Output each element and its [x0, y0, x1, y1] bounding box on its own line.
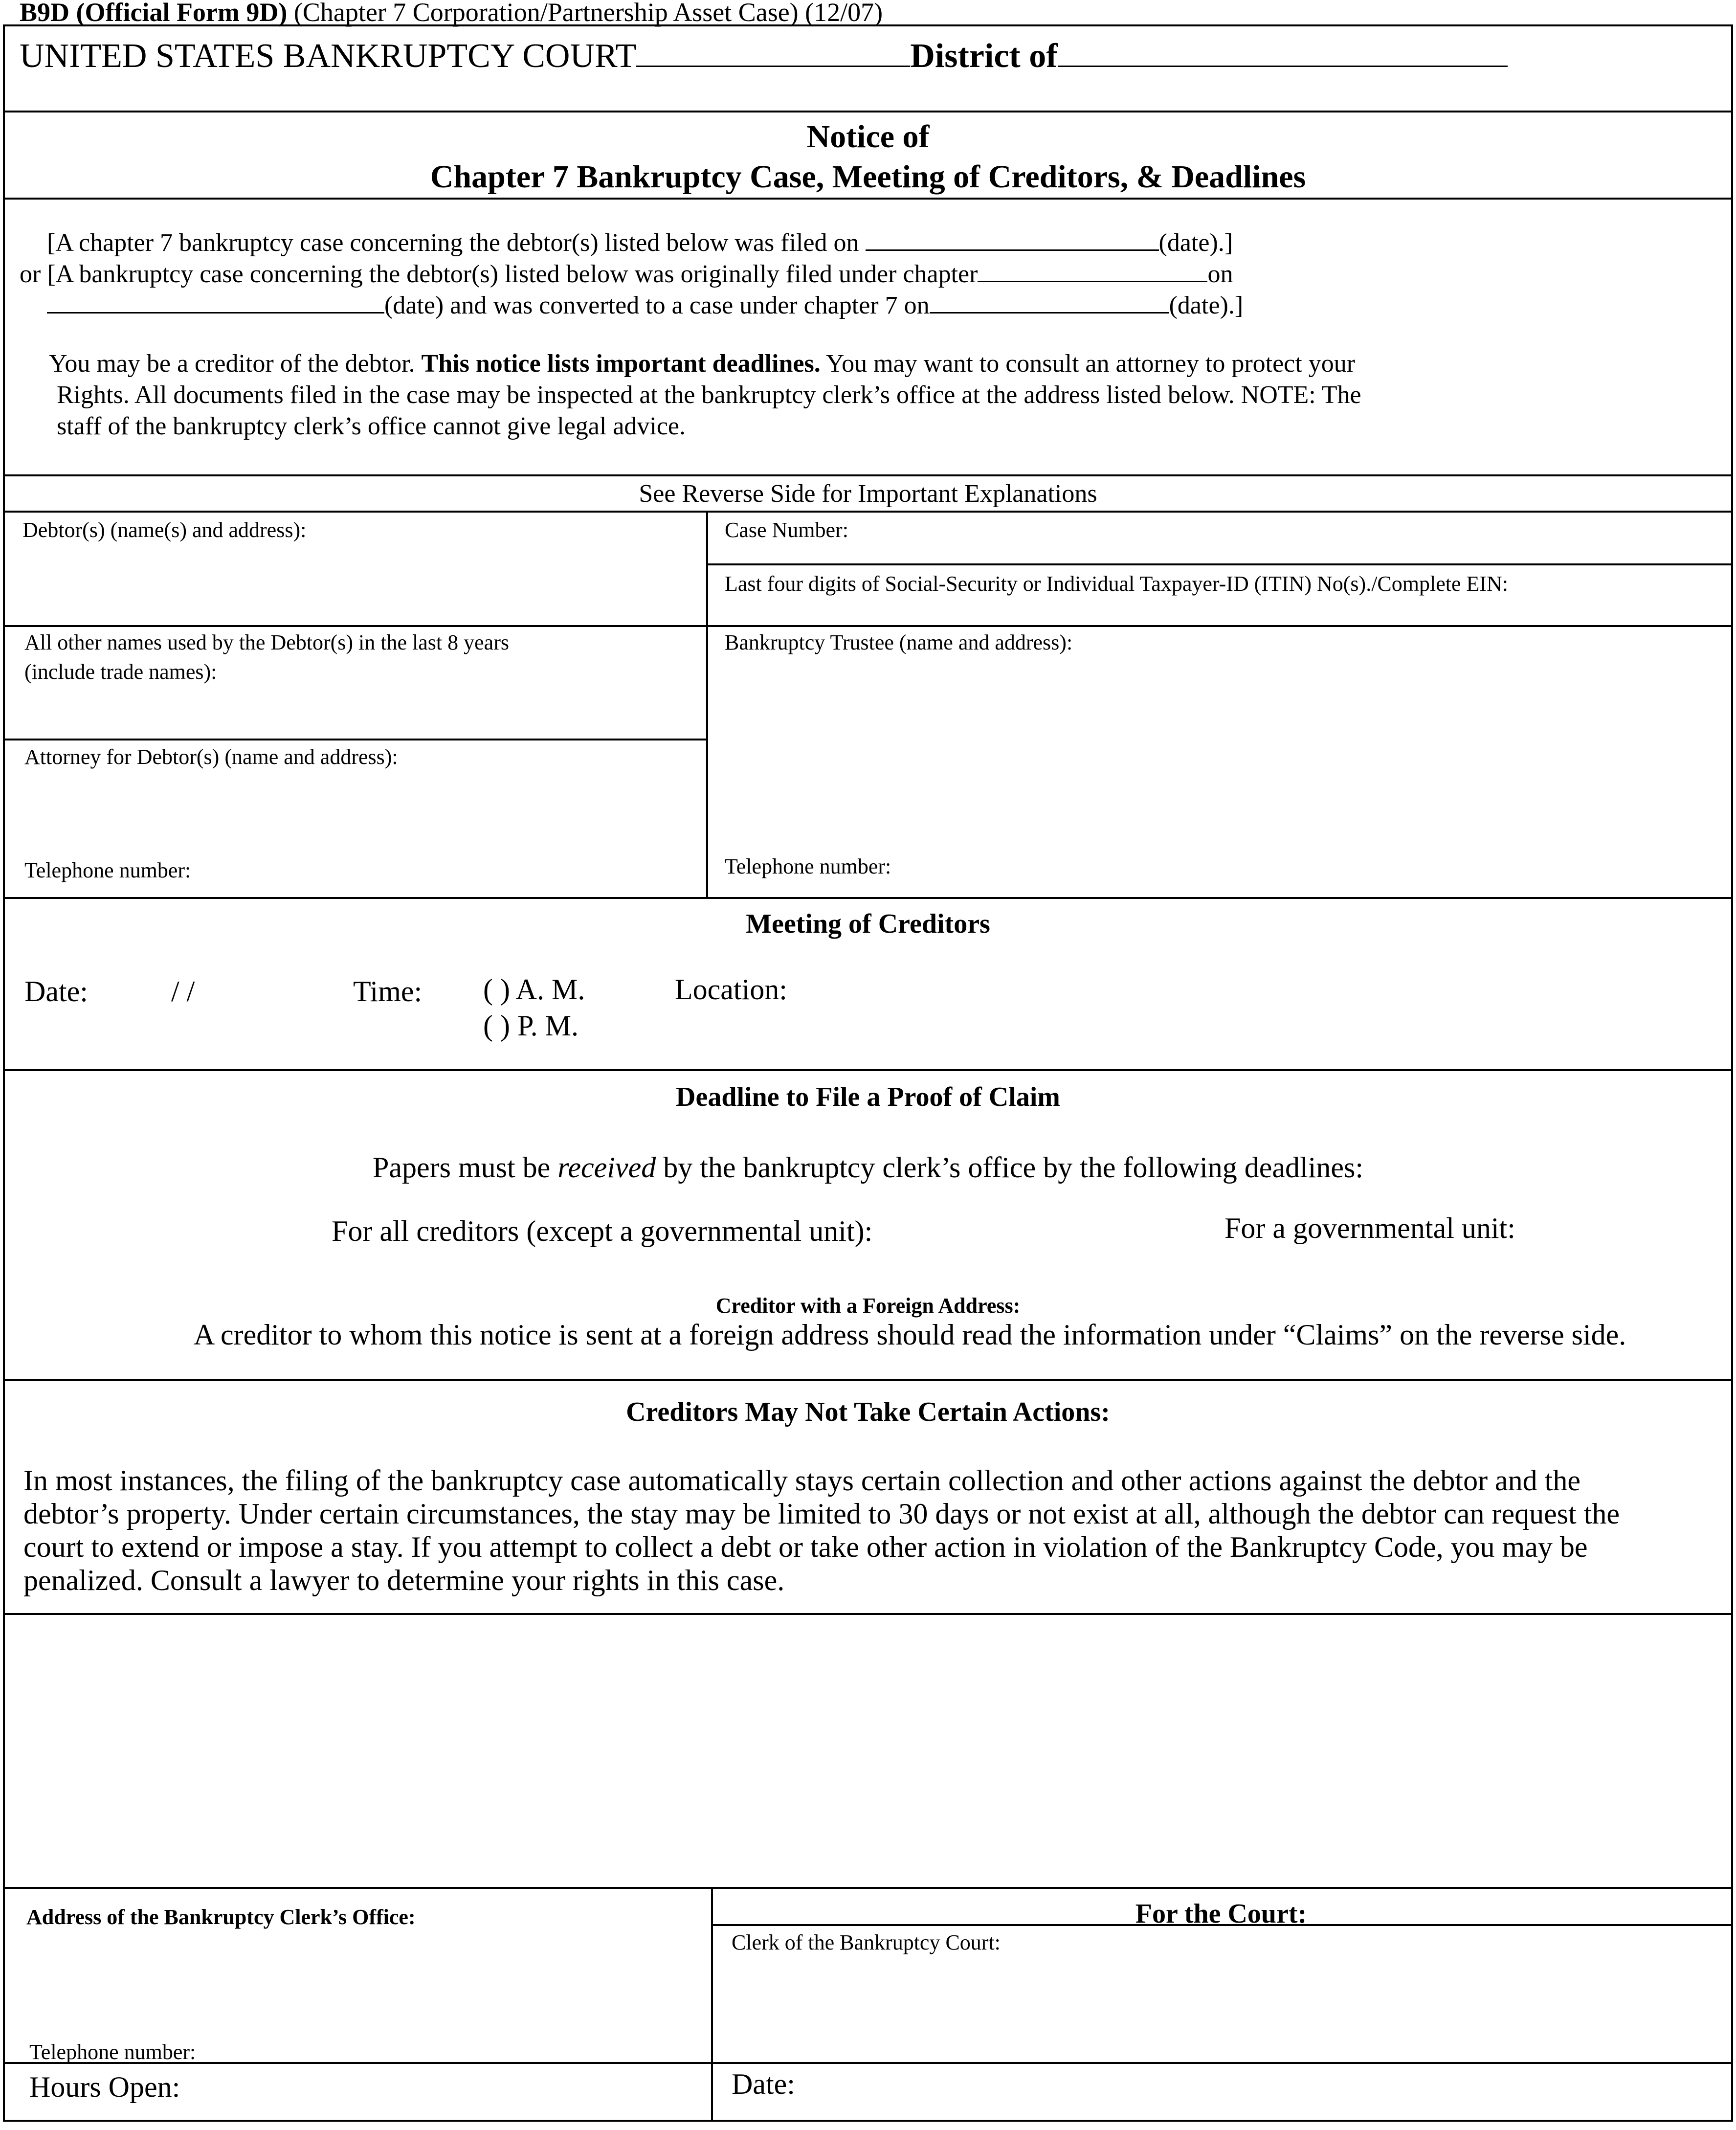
intro-text: You may be a creditor of the debtor.	[49, 350, 415, 378]
for-court-label: For the Court:	[1135, 1899, 1307, 1929]
district-blank[interactable]	[1058, 36, 1508, 67]
actions-line-1: In most instances, the filing of the bankruptcy case automatically stays certain collection and other actions against the debtor and the	[23, 1464, 1580, 1497]
filed-date-blank[interactable]	[866, 226, 1159, 251]
meeting-time-label: Time:	[353, 975, 423, 1008]
court-label: UNITED STATES BANKRUPTCY COURT	[20, 37, 637, 75]
converted-date-blank[interactable]	[930, 289, 1169, 314]
original-date-blank[interactable]	[47, 289, 384, 314]
other-names-label-2: (include trade names):	[24, 660, 217, 684]
attorney-label: Attorney for Debtor(s) (name and address):	[24, 745, 398, 769]
filing-line-3	[47, 289, 1243, 321]
papers-text-b: by the bankruptcy clerk’s office by the following deadlines:	[663, 1151, 1364, 1184]
meeting-date-slashes: / /	[171, 975, 195, 1008]
divider	[5, 897, 1731, 899]
actions-line-4: penalized. Consult a lawyer to determine your rights in this case.	[23, 1564, 785, 1596]
divider	[5, 1887, 1731, 1889]
ssn-label: Last four digits of Social-Security or Individual Taxpayer-ID (ITIN) No(s)./Complete EIN:	[725, 572, 1509, 596]
trustee-phone-label: Telephone number:	[725, 854, 891, 878]
filing-line-2	[20, 257, 1233, 290]
filing-text: [A chapter 7 bankruptcy case concerning the debtor(s) listed below was filed on	[47, 229, 859, 257]
all-creditors-label: For all creditors (except a governmental unit):	[332, 1215, 873, 1247]
actions-title: Creditors May Not Take Certain Actions:	[626, 1397, 1110, 1427]
hours-label: Hours Open:	[29, 2071, 180, 2103]
filing-line-1	[47, 226, 1233, 259]
divider	[5, 1069, 1731, 1071]
other-names-label-1: All other names used by the Debtor(s) in the last 8 years	[24, 630, 509, 654]
case-number-label: Case Number:	[725, 518, 848, 542]
intro-bold-text: This notice lists important deadlines.	[421, 350, 821, 378]
intro-line-2: Rights. All documents filed in the case may be inspected at the bankruptcy clerk’s office at the address listed below. NOTE: The	[57, 381, 1361, 409]
divider	[5, 1379, 1731, 1381]
intro-line-1	[49, 348, 1355, 380]
divider	[5, 625, 1731, 627]
filing-text: (date).]	[1169, 291, 1244, 319]
pm-option[interactable]: ( ) P. M.	[483, 1009, 579, 1042]
form-description: (Chapter 7 Corporation/Partnership Asset Case) (12/07)	[293, 0, 883, 27]
actions-line-2: debtor’s property. Under certain circumstances, the stay may be limited to 30 days or not exist at all, although the debtor can request the	[23, 1498, 1620, 1530]
clerk-address-label: Address of the Bankruptcy Clerk’s Office:	[26, 1905, 416, 1929]
actions-line-3: court to extend or impose a stay. If you attempt to collect a debt or take other action in violation of the Bankruptcy Code, you may be	[23, 1531, 1588, 1563]
gov-unit-label: For a governmental unit:	[1224, 1212, 1515, 1244]
am-option[interactable]: ( ) A. M.	[483, 973, 585, 1006]
location-label: Location:	[675, 973, 787, 1006]
intro-text: You may want to consult an attorney to protect your	[825, 350, 1356, 378]
district-label: District of	[910, 37, 1058, 75]
meeting-title: Meeting of Creditors	[746, 909, 990, 939]
filing-text: on	[1207, 260, 1233, 288]
meeting-date-label: Date:	[24, 975, 88, 1008]
phone-label: Telephone number:	[29, 2040, 196, 2064]
papers-text-a: Papers must be	[372, 1151, 551, 1184]
column-divider	[706, 511, 708, 899]
divider	[5, 1613, 1731, 1615]
form-frame	[3, 24, 1733, 2122]
court-line	[20, 34, 1508, 78]
claim-title: Deadline to File a Proof of Claim	[676, 1082, 1060, 1112]
filing-text: (date).]	[1158, 229, 1233, 257]
reverse-note: See Reverse Side for Important Explanations	[639, 480, 1097, 508]
divider	[5, 474, 1731, 476]
intro-line-3: staff of the bankruptcy clerk’s office cannot give legal advice.	[57, 412, 686, 440]
court-blank[interactable]	[636, 36, 910, 67]
divider	[5, 111, 1731, 112]
filing-text: or [A bankruptcy case concerning the debtor(s) listed below was originally filed under chapter	[20, 260, 978, 288]
divider	[706, 563, 1731, 565]
form-id: B9D (Official Form 9D)	[20, 0, 288, 27]
papers-italic: received	[557, 1151, 656, 1184]
divider	[5, 2062, 1731, 2064]
attorney-phone-label: Telephone number:	[24, 858, 191, 882]
chapter-blank[interactable]	[978, 257, 1207, 282]
divider	[711, 1924, 1731, 1926]
papers-text	[5, 1149, 1731, 1186]
notice-title-1: Notice of	[806, 119, 930, 155]
debtor-label: Debtor(s) (name(s) and address):	[22, 518, 307, 542]
foreign-title: Creditor with a Foreign Address:	[715, 1294, 1021, 1318]
divider	[5, 198, 1731, 200]
notice-title-2: Chapter 7 Bankruptcy Case, Meeting of Creditors, & Deadlines	[430, 159, 1306, 195]
divider	[5, 511, 1731, 513]
divider	[5, 739, 706, 740]
foreign-text: A creditor to whom this notice is sent at a foreign address should read the information under “Claims” on the reverse side.	[194, 1319, 1626, 1351]
clerk-court-label: Clerk of the Bankruptcy Court:	[732, 1930, 1001, 1954]
trustee-label: Bankruptcy Trustee (name and address):	[725, 630, 1073, 654]
filing-text: (date) and was converted to a case under chapter 7 on	[384, 291, 930, 319]
date-label: Date:	[732, 2068, 795, 2100]
